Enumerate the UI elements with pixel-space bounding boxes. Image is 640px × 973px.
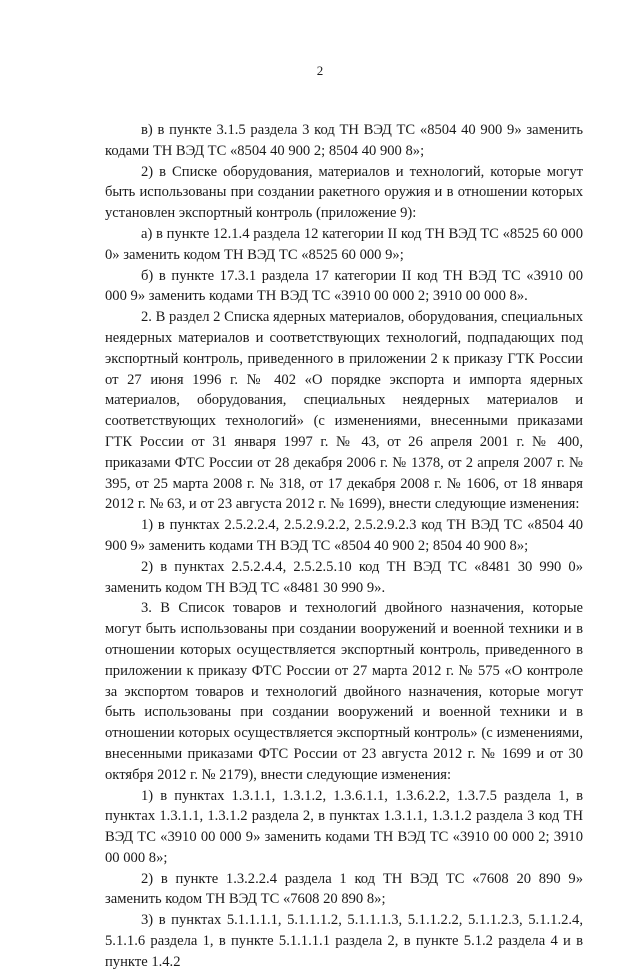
paragraph-section-3-dual-use-list: 3. В Список товаров и технологий двойного назначения, которые могут быть использованы при создании вооружений и военной техники и в отношении которых осуществляется экспортный контроль, приведенного в приложении к приказу ФТС России от 27 марта 2012 г. № 575 «О контроле за экспортом товаров и технологий двойного назначения, которые могут быть использованы при создании вооружений и военной техники и в отношении которых осуществляется экспортный контроль» (с изменениями, внесенными приказами ФТС России от 23 августа 2012 г. № 1699 и от 30 октября 2012 г. № 2179), внести следующие изменения: — [105, 600, 583, 783]
paragraph-item-3-1-5: в) в пункте 3.1.5 раздела 3 код ТН ВЭД ТС «8504 40 900 9» заменить кодами ТН ВЭД ТС «8504 40 900 2; 8504 40 900 8»; — [105, 122, 583, 159]
paragraph-missile-equipment-list: 2) в Списке оборудования, материалов и технологий, которые могут быть использованы при создании ракетного оружия и в отношении которых установлен экспортный контроль (приложение 9): — [105, 163, 583, 222]
paragraph-item-17-3-1: б) в пункте 17.3.1 раздела 17 категории II код ТН ВЭД ТС «3910 00 000 9» заменить кодами ТН ВЭД ТС «3910 00 000 2; 3910 00 000 8». — [105, 267, 583, 305]
page-number: 2 — [316, 63, 324, 78]
paragraph-items-5-1-1-1-1: 3) в пунктах 5.1.1.1.1, 5.1.1.1.2, 5.1.1.1.3, 5.1.1.2.2, 5.1.1.2.3, 5.1.1.2.4, 5.1.1.6 раздела 1, в пункте 5.1.1.1.1 раздела 2, в пункте 5.1.2 раздела 4 и в пункте 1.4.2 — [105, 912, 583, 970]
paragraph-items-1-3-1-1: 1) в пунктах 1.3.1.1, 1.3.1.2, 1.3.6.1.1, 1.3.6.2.2, 1.3.7.5 раздела 1, в пунктах 1.3.1.1, 1.3.1.2 раздела 2, в пунктах 1.3.1.1, 1.3.1.2 раздела 3 код ТН ВЭД ТС «3910 00 000 9» заменить кодами ТН ВЭД ТС «3910 00 000 2; 3910 00 000 8»; — [105, 787, 583, 866]
document-body — [105, 120, 583, 973]
paragraph-item-12-1-4: а) в пункте 12.1.4 раздела 12 категории II код ТН ВЭД ТС «8525 60 000 0» заменить кодом ТН ВЭД ТС «8525 60 000 9»; — [105, 225, 583, 263]
paragraph-items-2-5-2-2-4: 1) в пунктах 2.5.2.2.4, 2.5.2.9.2.2, 2.5.2.9.2.3 код ТН ВЭД ТС «8504 40 900 9» заменить кодами ТН ВЭД ТС «8504 40 900 2; 8504 40 900 8»; — [105, 517, 583, 554]
paragraph-section-2-nuclear-list: 2. В раздел 2 Списка ядерных материалов, оборудования, специальных неядерных материалов и соответствующих технологий, подпадающих под экспортный контроль, приведенного в приложении 2 к приказу ГТК России от 27 июня 1996 г. № 402 «О порядке экспорта и импорта ядерных материалов, оборудования, специальных неядерных материалов и соответствующих технологий» (с изменениями, внесенными приказами ГТК России от 31 января 1997 г. № 43, от 26 апреля 2001 г. № 400, приказами ФТС России от 28 декабря 2006 г. № 1378, от 2 апреля 2007 г. № 395, от 25 марта 2008 г. № 318, от 17 декабря 2008 г. № 1606, от 18 января 2012 г. № 63, и от 23 августа 2012 г. № 1699), внести следующие изменения: — [105, 309, 583, 513]
paragraph-item-1-3-2-2-4: 2) в пункте 1.3.2.2.4 раздела 1 код ТН ВЭД ТС «7608 20 890 9» заменить кодом ТН ВЭД ТС «7608 20 890 8»; — [105, 870, 583, 908]
paragraph-items-2-5-2-4-4: 2) в пунктах 2.5.2.4.4, 2.5.2.5.10 код ТН ВЭД ТС «8481 30 990 0» заменить кодом ТН ВЭД ТС «8481 30 990 9». — [105, 558, 583, 596]
